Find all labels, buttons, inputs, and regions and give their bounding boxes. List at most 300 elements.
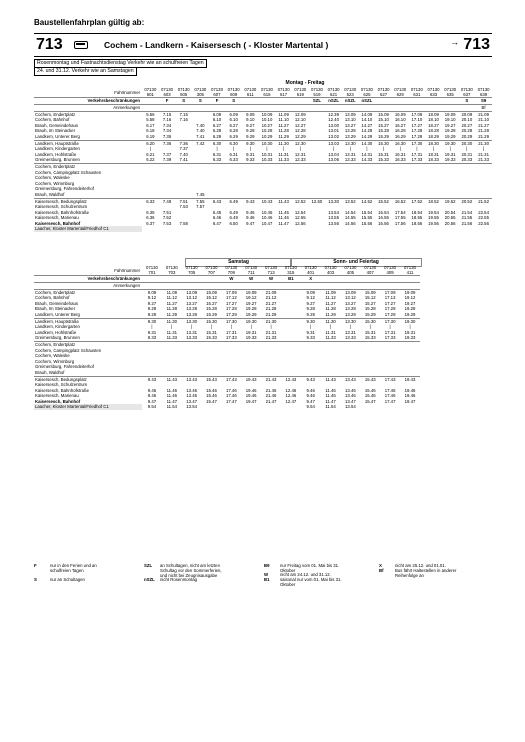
- departure-time: 9.47: [306, 398, 315, 404]
- departure-time: 13.33: [344, 157, 356, 163]
- departure-time: 14.29: [361, 133, 373, 139]
- row-label: Fahrtnummer: [34, 266, 142, 276]
- departure-time: 19.30: [241, 318, 261, 324]
- departure-time: 13.55: [328, 215, 339, 221]
- route-header: [34, 33, 492, 57]
- note-cell: [400, 283, 420, 290]
- legend-text: Bus fährt Haltestellen in anderer Reihenfolge an: [395, 568, 457, 579]
- departure-time: 11.54: [166, 404, 178, 410]
- departure-time: 13.28: [186, 306, 198, 312]
- departure-time: |: [389, 324, 391, 330]
- departure-time: 7.52: [162, 215, 172, 221]
- trip-number: 07130 701: [142, 266, 162, 276]
- departure-time: 7.34: [162, 128, 172, 134]
- restriction-code: [392, 98, 409, 105]
- trip-number: 07130 603: [159, 88, 176, 98]
- trip-number: 07130 637: [459, 88, 476, 98]
- departure-time: 15.28: [378, 128, 389, 134]
- departure-time: [225, 226, 242, 232]
- page-title: Baustellenfahrplan gültig ab:: [34, 18, 145, 27]
- departure-time: 11.30: [162, 318, 182, 324]
- departure-time: 10.45: [261, 209, 273, 215]
- departure-time: 13.30: [340, 318, 360, 324]
- departure-time: 11.31: [166, 329, 178, 335]
- departure-time: 21.33: [265, 335, 277, 341]
- departure-time: |: [466, 146, 468, 152]
- departure-time: 15.29: [378, 133, 389, 139]
- departure-time: 12.54: [294, 209, 306, 215]
- departure-time: 16.29: [394, 133, 406, 139]
- departure-time: 11.12: [325, 295, 336, 301]
- stop-name: Cochem, Bahnhof: [35, 295, 70, 301]
- departure-time: 16.09: [392, 111, 409, 117]
- departure-time: |: [233, 146, 235, 152]
- departure-time: [259, 226, 276, 232]
- departure-time: [342, 226, 359, 232]
- departure-time: 6.21: [146, 151, 155, 157]
- departure-time: 7.37: [179, 146, 188, 152]
- departure-time: 9.27: [147, 300, 157, 306]
- departure-time: 13.27: [345, 300, 356, 306]
- departure-time: 17.10: [411, 117, 423, 123]
- departure-time: 7.55: [192, 198, 209, 204]
- stop-name: Landkern, Hauptstraße: [34, 318, 142, 324]
- departure-time: 13.27: [344, 122, 356, 128]
- departure-time: 15.33: [364, 335, 376, 341]
- departure-time: 10.46: [261, 215, 273, 221]
- departure-time: 15.56: [361, 220, 373, 226]
- stop-name: Greimersburg, Brunnen: [35, 335, 80, 341]
- note-cell: [241, 283, 261, 290]
- trip-number: 07130 607: [209, 88, 226, 98]
- departure-time: |: [149, 146, 151, 152]
- departure-time: 6.17: [146, 122, 155, 128]
- departure-time: [175, 226, 192, 232]
- restriction-code: F: [159, 98, 176, 105]
- departure-time: 17.12: [384, 295, 396, 301]
- departure-time: 20.09: [459, 111, 476, 117]
- departure-time: 19.29: [404, 311, 416, 317]
- departure-time: 16.30: [392, 140, 409, 146]
- departure-time: 21.43: [261, 376, 281, 382]
- stop-name: Brauh, Im Steinacker: [35, 128, 76, 134]
- departure-time: 12.29: [294, 133, 306, 139]
- stop-name: Greimersburg, Brunnen: [35, 157, 80, 163]
- departure-time: 13.31: [344, 151, 356, 157]
- trip-number: 07130 711: [241, 266, 261, 276]
- stop-name: Brauh, Waldhof: [35, 369, 65, 375]
- departure-time: 17.30: [380, 318, 400, 324]
- restriction-code: X: [301, 276, 321, 283]
- note-cell: [309, 105, 326, 112]
- departure-time: 19.56: [428, 220, 439, 226]
- departure-time: 9.46: [246, 215, 255, 221]
- departure-time: 11.27: [166, 300, 178, 306]
- departure-time: 6.45: [212, 209, 222, 215]
- note-cell: [292, 105, 309, 112]
- restriction-code: nSZL: [325, 98, 342, 105]
- departure-time: 11.10: [278, 117, 289, 123]
- restriction-code: [162, 276, 182, 283]
- departure-time: 12.10: [294, 117, 306, 123]
- departure-time: 19.47: [245, 398, 257, 404]
- departure-time: |: [270, 324, 272, 330]
- departure-time: 9.47: [147, 398, 157, 404]
- departure-time: 10.28: [261, 128, 273, 134]
- restriction-code: [321, 276, 341, 283]
- trip-number: 07130 631: [409, 88, 426, 98]
- departure-time: 6.33: [212, 157, 222, 163]
- restriction-code: W: [241, 276, 261, 283]
- trip-number: 07130 401: [301, 266, 321, 276]
- departure-time: 15.47: [206, 398, 217, 404]
- departure-time: |: [191, 324, 193, 330]
- departure-time: 9.33: [147, 335, 157, 341]
- trip-number: 07130 305: [192, 88, 209, 98]
- departure-time: |: [230, 324, 232, 330]
- departure-time: 7.40: [179, 151, 188, 157]
- stop-name: Cochem, Waleske: [35, 175, 70, 181]
- stop-name: Landkern, Hohlstraße: [35, 151, 77, 157]
- departure-time: 18.55: [411, 215, 423, 221]
- departure-time: 6.27: [212, 122, 222, 128]
- departure-time: 11.46: [278, 215, 289, 221]
- departure-time: 10.31: [261, 151, 273, 157]
- departure-time: 10.29: [261, 133, 273, 139]
- trip-number: 07130 601: [142, 88, 159, 98]
- restriction-code: S: [175, 98, 192, 105]
- departure-time: 12.09: [292, 111, 309, 117]
- trip-number: 07130 621: [325, 88, 342, 98]
- departure-time: 6.35: [146, 209, 155, 215]
- legend-item: [379, 568, 456, 578]
- departure-time: 21.56: [461, 220, 473, 226]
- departure-time: 5.56: [142, 111, 159, 117]
- departure-time: 17.28: [225, 306, 237, 312]
- departure-time: 7.51: [175, 198, 192, 204]
- departure-time: 13.31: [345, 329, 356, 335]
- departure-time: 18.09: [425, 111, 442, 117]
- departure-time: 11.45: [278, 209, 289, 215]
- trip-number: 07130 627: [375, 88, 392, 98]
- departure-time: 16.56: [378, 220, 389, 226]
- departure-time: 9.12: [147, 295, 157, 301]
- departure-time: 19.28: [404, 306, 416, 312]
- departure-time: 15.27: [378, 122, 389, 128]
- departure-time: 6.20: [142, 140, 159, 146]
- departure-time: [241, 404, 261, 410]
- departure-time: 6.33: [229, 157, 238, 163]
- departure-time: 15.46: [206, 393, 217, 399]
- departure-time: 9.46: [147, 393, 157, 399]
- departure-time: 11.47: [278, 220, 289, 226]
- row-label: Anmerkungen: [34, 105, 142, 112]
- departure-time: 9.43: [142, 376, 162, 382]
- departure-time: 9.46: [306, 393, 315, 399]
- departure-time: 20.55: [444, 215, 456, 221]
- departure-time: 15.31: [364, 329, 376, 335]
- departure-time: 6.09: [209, 111, 226, 117]
- note-rosenmontag: Rosenmontag und Fastnachtsdienstag Verkehr wie an schulfreien Tagen: [34, 59, 207, 68]
- departure-time: 11.46: [325, 393, 336, 399]
- departure-time: |: [266, 146, 268, 152]
- route-name: Cochem - Landkern - Kaisersesch ( - Kloster Martental ): [104, 40, 329, 50]
- departure-time: 18.10: [428, 117, 439, 123]
- legend-text: nicht Rosenmontag: [160, 577, 198, 582]
- legend-item: [144, 577, 197, 582]
- departure-time: 13.54: [345, 404, 356, 410]
- departure-time: [409, 226, 426, 232]
- departure-time: 17.27: [384, 300, 396, 306]
- departure-time: 21.47: [265, 398, 277, 404]
- note-cell: [259, 105, 276, 112]
- departure-time: 17.33: [225, 335, 237, 341]
- departure-time: 11.27: [278, 122, 289, 128]
- departure-time: 17.30: [221, 318, 241, 324]
- departure-time: 17.09: [409, 111, 426, 117]
- departure-time: 18.28: [428, 128, 439, 134]
- departure-time: 6.49: [225, 198, 242, 204]
- legend-text: nicht am 25.12. und 01.01.: [395, 563, 446, 568]
- departure-time: 15.31: [206, 329, 217, 335]
- departure-time: |: [249, 146, 251, 152]
- departure-time: [292, 226, 309, 232]
- trip-number: 07130 609: [225, 88, 242, 98]
- departure-time: 14.27: [361, 122, 373, 128]
- stop-name: Cochem, Endertplatz: [34, 163, 142, 169]
- note-cell: [301, 283, 321, 290]
- note-cell: [442, 105, 459, 112]
- departure-time: |: [409, 324, 411, 330]
- trip-number: 07130 625: [359, 88, 376, 98]
- stop-name: Brauh, Im Steinacker: [35, 306, 76, 312]
- stop-name: Landkern, Unterer Berg: [35, 311, 80, 317]
- trip-number: 07130 409: [380, 266, 400, 276]
- departure-time: [192, 226, 209, 232]
- departure-time: 21.31: [478, 151, 489, 157]
- departure-time: 19.27: [245, 300, 257, 306]
- departure-time: 13.43: [182, 376, 202, 382]
- departure-time: |: [330, 324, 332, 330]
- restriction-code: [425, 98, 442, 105]
- stop-name: Cochem, Campingplatz Schausten: [35, 347, 102, 353]
- stop-name: Laacher, Kloster Martental/Friedhof C1: [34, 226, 142, 232]
- departure-time: 6.46: [212, 215, 222, 221]
- departure-time: 18.31: [428, 151, 439, 157]
- trip-number: 07130 405: [340, 266, 360, 276]
- trip-number: 07130 619: [292, 88, 309, 98]
- stop-row: [34, 404, 420, 410]
- departure-time: 19.47: [404, 398, 416, 404]
- departure-time: 9.30: [242, 140, 259, 146]
- departure-time: 9.30: [301, 318, 321, 324]
- departure-time: 12.56: [294, 220, 306, 226]
- trip-number: 07130 407: [360, 266, 380, 276]
- departure-time: |: [483, 146, 485, 152]
- departure-time: 17.31: [384, 329, 396, 335]
- departure-time: [375, 226, 392, 232]
- departure-time: 19.09: [400, 289, 420, 295]
- note-cell: Bf: [475, 105, 492, 112]
- departure-time: 11.46: [166, 387, 178, 393]
- departure-time: |: [250, 324, 252, 330]
- note-cell: [380, 283, 400, 290]
- note-cell: [340, 283, 360, 290]
- note-cell: [409, 105, 426, 112]
- departure-time: 7.16: [179, 117, 188, 123]
- note-cell: [221, 283, 241, 290]
- trip-number: 07130 615: [259, 88, 276, 98]
- legend-code: B1: [264, 577, 270, 582]
- trip-number: 07130 411: [400, 266, 420, 276]
- departure-time: 21.28: [265, 306, 277, 312]
- stop-name: Greimersburg, Fahrendeiterhof: [35, 364, 94, 370]
- departure-time: 13.09: [342, 111, 359, 117]
- departure-time: 15.27: [364, 300, 376, 306]
- departure-time: 19.55: [428, 215, 439, 221]
- stop-name: Kaisersesch, Bedungsplatz: [34, 376, 142, 382]
- departure-time: 6.30: [209, 140, 226, 146]
- departure-time: 15.29: [364, 311, 376, 317]
- departure-time: [392, 226, 409, 232]
- stop-name: Brauh, Gemeindehaus: [35, 122, 78, 128]
- route-number: 713: [36, 36, 63, 53]
- departure-time: 14.28: [361, 128, 373, 134]
- departure-time: [209, 226, 226, 232]
- departure-time: 11.33: [325, 335, 336, 341]
- departure-time: 12.31: [294, 151, 306, 157]
- departure-time: 9.29: [246, 133, 255, 139]
- stop-name: Cochem, Wimmburg: [35, 180, 75, 186]
- departure-time: 15.30: [202, 318, 222, 324]
- stop-name: Kaisersesch, Bahnhofstraße: [35, 387, 89, 393]
- departure-time: 12.47: [285, 398, 297, 404]
- departure-time: 6.29: [229, 133, 238, 139]
- departure-time: 7.15: [175, 111, 192, 117]
- departure-time: 9.30: [142, 318, 162, 324]
- note-cell: [192, 105, 209, 112]
- trip-number: 07130 315: [281, 266, 301, 276]
- restriction-code: [142, 98, 159, 105]
- departure-time: 9.28: [246, 128, 255, 134]
- departure-time: |: [333, 146, 335, 152]
- restriction-code: SZL: [309, 98, 326, 105]
- restriction-code: [275, 98, 292, 105]
- departure-time: |: [216, 146, 218, 152]
- departure-time: 17.09: [221, 289, 241, 295]
- section-label-sunday: Sonn- und Feiertag: [290, 258, 422, 267]
- trip-number: 07130 705: [182, 266, 202, 276]
- departure-time: 13.46: [345, 393, 356, 399]
- departure-time: 7.40: [196, 122, 205, 128]
- departure-time: 15.52: [375, 198, 392, 204]
- legend-code: F: [34, 563, 37, 568]
- departure-time: 6.10: [212, 117, 222, 123]
- departure-time: 21.12: [265, 295, 277, 301]
- departure-time: 19.31: [444, 151, 456, 157]
- departure-time: 19.54: [428, 209, 439, 215]
- bus-icon: [74, 41, 88, 49]
- departure-time: 7.40: [196, 128, 205, 134]
- departure-time: 11.29: [166, 311, 178, 317]
- departure-time: 13.12: [186, 295, 198, 301]
- departure-time: 17.46: [225, 393, 237, 399]
- departure-time: 20.52: [459, 198, 476, 204]
- departure-time: 11.30: [275, 140, 292, 146]
- departure-time: 13.03: [325, 140, 342, 146]
- departure-time: 17.12: [225, 295, 237, 301]
- stop-name: Kaisersesch, Schulzentrum: [35, 204, 88, 210]
- departure-time: 17.29: [225, 311, 237, 317]
- departure-time: 13.30: [325, 198, 342, 204]
- departure-time: 13.28: [344, 128, 356, 134]
- departure-time: 13.09: [182, 289, 202, 295]
- departure-time: 7.45: [196, 191, 205, 197]
- departure-time: 19.46: [245, 393, 257, 399]
- legend-code: W: [264, 572, 269, 577]
- departure-time: 15.28: [364, 306, 376, 312]
- departure-time: 13.02: [328, 133, 339, 139]
- note-cell: [375, 105, 392, 112]
- departure-time: 22.54: [478, 209, 489, 215]
- departure-time: [202, 404, 222, 410]
- departure-time: 17.46: [384, 387, 396, 393]
- departure-time: 7.41: [196, 133, 205, 139]
- departure-time: 17.29: [384, 311, 396, 317]
- departure-time: 19.27: [444, 122, 456, 128]
- note-silvester: 24. und 31.12. Verkehr wie an Samstagen: [34, 67, 137, 76]
- stop-name: Brauh, Waldhof: [35, 191, 65, 197]
- departure-time: 18.33: [428, 157, 439, 163]
- departure-time: 13.04: [328, 151, 339, 157]
- departure-time: 20.33: [461, 157, 473, 163]
- stop-name: Cochem, Waleske: [35, 353, 70, 359]
- departure-time: 7.53: [162, 220, 172, 226]
- row-label: Verkehrsbeschränkungen: [34, 98, 142, 105]
- departure-time: 9.09: [142, 289, 162, 295]
- departure-time: [459, 226, 476, 232]
- legend-text: nur Freitag vom 01. Mai bis 31. Oktober: [280, 563, 340, 574]
- departure-time: 9.46: [147, 387, 157, 393]
- departure-time: 12.30: [292, 140, 309, 146]
- departure-time: 9.43: [301, 376, 321, 382]
- departure-time: 10.43: [259, 198, 276, 204]
- departure-time: [159, 226, 176, 232]
- note-cell: [342, 105, 359, 112]
- departure-time: 15.10: [378, 117, 389, 123]
- departure-time: 11.46: [325, 387, 336, 393]
- note-cell: [425, 105, 442, 112]
- restriction-code: S: [459, 98, 476, 105]
- departure-time: 9.31: [246, 151, 255, 157]
- departure-time: 19.27: [404, 300, 416, 306]
- departure-time: 21.46: [265, 393, 277, 399]
- departure-time: 13.12: [345, 295, 356, 301]
- departure-time: [380, 404, 400, 410]
- departure-time: 13.54: [186, 404, 198, 410]
- departure-time: 21.09: [261, 289, 281, 295]
- departure-time: 14.52: [359, 198, 376, 204]
- departure-time: 13.46: [186, 393, 198, 399]
- departure-time: 9.43: [242, 198, 259, 204]
- departure-time: 9.33: [306, 335, 315, 341]
- departure-time: 11.09: [275, 111, 292, 117]
- departure-time: 20.28: [461, 128, 473, 134]
- departure-time: 6.37: [146, 220, 155, 226]
- departure-time: 17.29: [411, 133, 423, 139]
- legend-text: an Schultagen, nicht am letzten Schultag vor den Sommerferien, und nicht bei Zeugnisausgabe: [160, 563, 222, 579]
- departure-time: 21.55: [461, 215, 473, 221]
